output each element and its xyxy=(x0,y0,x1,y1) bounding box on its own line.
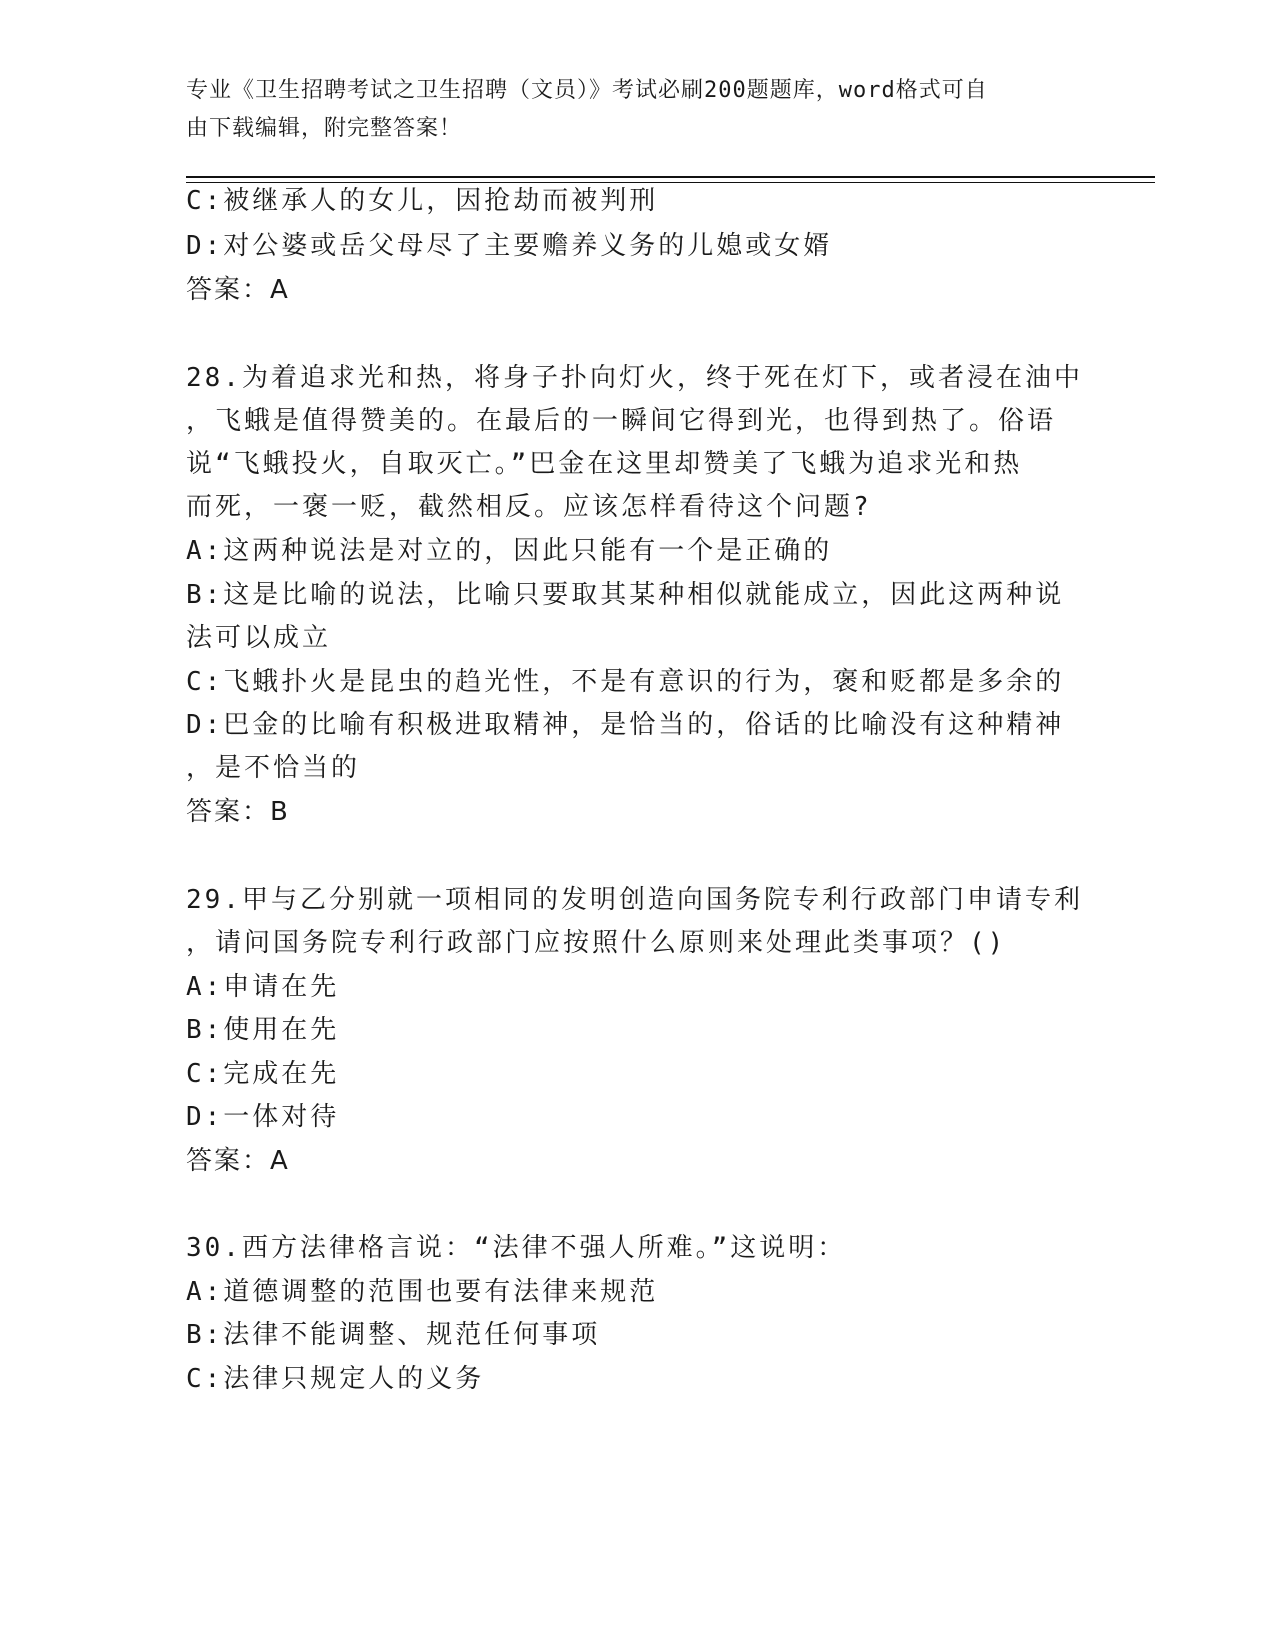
q29-option-b: B:使用在先 xyxy=(186,1015,340,1045)
q27-option-c: C:被继承人的女儿，因抢劫而被判刑 xyxy=(186,186,659,216)
answer-value: A xyxy=(270,1146,288,1176)
q29-stem-line-1: 29.甲与乙分别就一项相同的发明创造向国务院专利行政部门申请专利 xyxy=(186,885,1083,915)
q29-stem-line-2: ，请问国务院专利行政部门应按照什么原则来处理此类事项？() xyxy=(186,928,1007,958)
q30-option-a: A:道德调整的范围也要有法律来规范 xyxy=(186,1277,659,1307)
answer-label: 答案： xyxy=(186,797,271,827)
answer-value: A xyxy=(270,275,288,305)
q28-option-a: A:这两种说法是对立的，因此只能有一个是正确的 xyxy=(186,536,833,566)
q28-option-d-line-1: D:巴金的比喻有积极进取精神，是恰当的，俗话的比喻没有这种精神 xyxy=(186,710,1065,740)
q28-option-d-line-2: ，是不恰当的 xyxy=(186,753,361,783)
q30-option-c: C:法律只规定人的义务 xyxy=(186,1364,485,1394)
q30-option-b: B:法律不能调整、规范任何事项 xyxy=(186,1320,601,1350)
q28-stem-line-1: 28.为着追求光和热，将身子扑向灯火，终于死在灯下，或者浸在油中 xyxy=(186,363,1083,393)
header-divider-thick xyxy=(186,176,1155,178)
answer-label: 答案： xyxy=(186,275,271,305)
answer-label: 答案： xyxy=(186,1146,271,1176)
header-line-1: 专业《卫生招聘考试之卫生招聘（文员）》考试必刷200题题库，word格式可自 xyxy=(186,78,988,103)
q30-stem: 30.西方法律格言说：“法律不强人所难。”这说明： xyxy=(186,1233,847,1263)
document-header xyxy=(186,72,1086,148)
q27-option-d: D:对公婆或岳父母尽了主要赡养义务的儿媳或女婿 xyxy=(186,231,833,261)
q28-stem-line-3: 说“飞蛾投火，自取灭亡。”巴金在这里却赞美了飞蛾为追求光和热 xyxy=(186,449,1023,479)
q29-option-d: D:一体对待 xyxy=(186,1102,340,1132)
q29-answer xyxy=(186,1143,288,1179)
q28-stem-line-2: ，飞蛾是值得赞美的。在最后的一瞬间它得到光，也得到热了。俗语 xyxy=(186,406,1057,436)
q28-option-b-line-1: B:这是比喻的说法，比喻只要取其某种相似就能成立，因此这两种说 xyxy=(186,580,1065,610)
q28-answer xyxy=(186,794,288,830)
answer-value: B xyxy=(270,797,288,827)
q28-option-b-line-2: 法可以成立 xyxy=(186,623,332,653)
q28-option-c: C:飞蛾扑火是昆虫的趋光性，不是有意识的行为，褒和贬都是多余的 xyxy=(186,667,1065,697)
q27-answer xyxy=(186,272,288,308)
q29-option-a: A:申请在先 xyxy=(186,972,340,1002)
q29-option-c: C:完成在先 xyxy=(186,1059,340,1089)
header-line-2: 由下载编辑，附完整答案！ xyxy=(186,116,463,141)
q28-stem-line-4: 而死，一褒一贬，截然相反。应该怎样看待这个问题? xyxy=(186,492,872,522)
